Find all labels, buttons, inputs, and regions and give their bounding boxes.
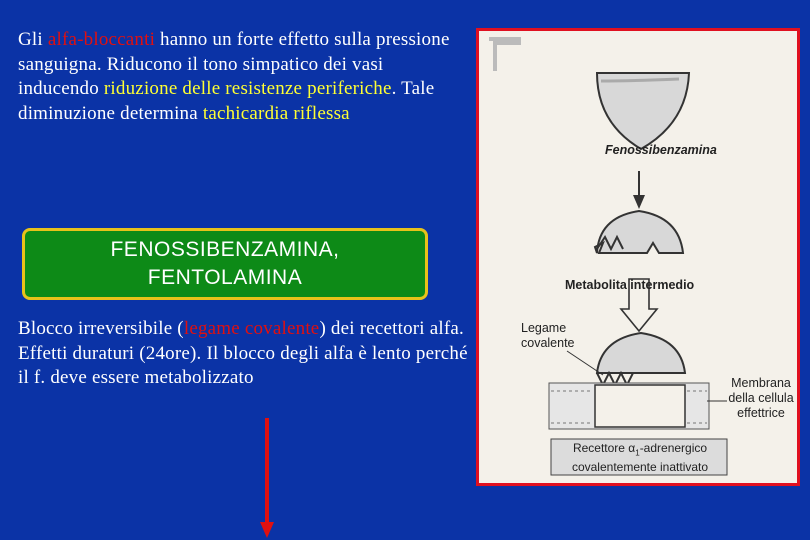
label-receptor-subscript: 1	[635, 448, 640, 458]
bond-pointer-line	[567, 351, 603, 375]
drug-name-2: FENTOLAMINA	[147, 266, 303, 289]
intro-paragraph	[18, 28, 458, 126]
label-metabolite: Metabolita intermedio	[565, 278, 695, 292]
red-down-arrow	[259, 418, 275, 540]
label-receptor-a: Recettore α	[572, 441, 636, 455]
tachycardia-highlight: tachicardia riflessa	[202, 102, 350, 124]
label-receptor-b: -adrenergico covalentemente inattivato	[571, 441, 709, 475]
receptor-body	[595, 385, 685, 427]
intro-text-3: . Tale diminuzione determina	[18, 78, 435, 124]
detail-text-1: Blocco irreversibile (	[18, 318, 184, 339]
label-fenossibenzamina: Fenossibenzamina	[605, 143, 717, 157]
detail-paragraph	[18, 317, 468, 391]
drug-name-1: FENOSSIBENZAMINA,	[110, 238, 340, 261]
bonded-molecule-shape	[597, 333, 685, 373]
alpha-blockers-highlight: alfa-bloccanti	[47, 29, 156, 50]
mechanism-figure	[476, 28, 800, 486]
label-membrane: Membrana della cellula effettrice	[728, 376, 794, 420]
arrow-1-head	[633, 195, 645, 209]
label-receptor	[555, 441, 725, 474]
metabolite-shape	[595, 211, 683, 253]
scan-artifact	[489, 39, 519, 71]
drug-molecule-shape	[597, 73, 689, 149]
cell-membrane	[549, 383, 709, 429]
intro-text-2: hanno un forte effetto sulla pressione sanguigna. Riducono il tono simpatico dei vasi inducendo	[18, 29, 450, 99]
drug-names-box	[22, 228, 428, 300]
red-arrow-head	[260, 522, 274, 538]
detail-text-2: ) dei recettori alfa. Effetti duraturi (24ore). Il blocco degli alfa è lento perché il f. deve essere metabolizzato	[18, 318, 468, 388]
resistance-highlight: riduzione delle resistenze periferiche	[103, 78, 392, 99]
label-covalent-bond: Legame covalente	[521, 321, 575, 350]
covalent-bond-highlight: legame covalente	[183, 318, 320, 339]
intro-text-1: Gli	[18, 29, 48, 50]
